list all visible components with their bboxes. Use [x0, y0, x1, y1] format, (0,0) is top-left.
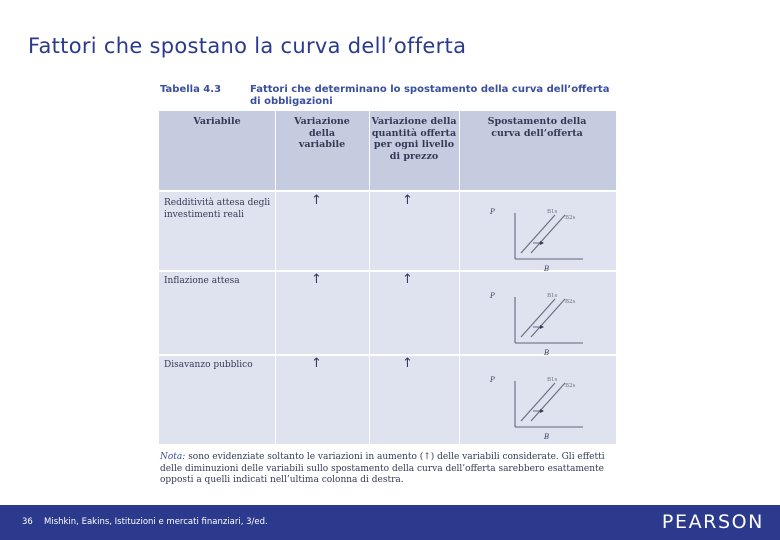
row-variable-label: Redditività attesa degli investimenti reali: [164, 198, 271, 220]
row-variable-label: Disavanzo pubblico: [164, 360, 253, 370]
svg-text:B: B: [544, 433, 550, 441]
slide-title: Fattori che spostano la curva dell’offerta: [28, 34, 467, 58]
svg-text:B1s: B1s: [547, 293, 558, 299]
up-arrow-icon: ↑: [402, 193, 413, 208]
up-arrow-icon: ↑: [311, 356, 322, 371]
supply-shift-graph: [487, 203, 597, 283]
supply-shift-graph: [487, 371, 597, 451]
header-variable-change: Variazione della variabile: [294, 116, 350, 150]
svg-text:B2s: B2s: [565, 215, 576, 221]
svg-text:B1s: B1s: [547, 209, 558, 215]
row-variable-label: Inflazione attesa: [164, 276, 240, 286]
svg-text:B1s: B1s: [547, 377, 558, 383]
row-divider: [159, 190, 616, 192]
note-label: Nota:: [160, 452, 186, 462]
svg-text:P: P: [490, 376, 495, 384]
column-divider: [275, 111, 276, 444]
up-arrow-icon: ↑: [402, 356, 413, 371]
table-note: [160, 452, 618, 487]
svg-text:B: B: [544, 349, 550, 357]
table-title: Fattori che determinano lo spostamento della curva dell’offerta di obbligazioni: [250, 84, 610, 107]
footer-bar: [0, 505, 780, 540]
header-variable: Variabile: [193, 116, 241, 127]
svg-text:P: P: [490, 292, 495, 300]
up-arrow-icon: ↑: [402, 272, 413, 287]
supply-shift-graph: [487, 287, 597, 367]
table-number: Tabella 4.3: [160, 84, 222, 95]
svg-text:B2s: B2s: [565, 299, 576, 305]
table: [159, 111, 616, 444]
note-text: sono evidenziate soltanto le variazioni in aumento (↑) delle variabili considerate. Gli effetti delle diminuzioni delle variabili sullo spostamento della curva dell’offerta sarebbero esattamente opposti a quelli indicati nell’ultima colonna di destra.: [160, 452, 605, 486]
svg-text:B2s: B2s: [565, 383, 576, 389]
pearson-logo: PEARSON: [661, 511, 764, 533]
header-quantity-change: Variazione della quantità offerta per ogni livello di prezzo: [371, 116, 457, 162]
column-divider: [459, 111, 460, 444]
up-arrow-icon: ↑: [311, 193, 322, 208]
page-number: 36: [22, 517, 33, 527]
footer-citation: Mishkin, Eakins, Istituzioni e mercati finanziari, 3/ed.: [44, 517, 268, 527]
up-arrow-icon: ↑: [311, 272, 322, 287]
svg-text:B: B: [544, 265, 550, 273]
svg-text:P: P: [490, 208, 495, 216]
header-supply-shift: Spostamento della curva dell’offerta: [487, 116, 587, 139]
